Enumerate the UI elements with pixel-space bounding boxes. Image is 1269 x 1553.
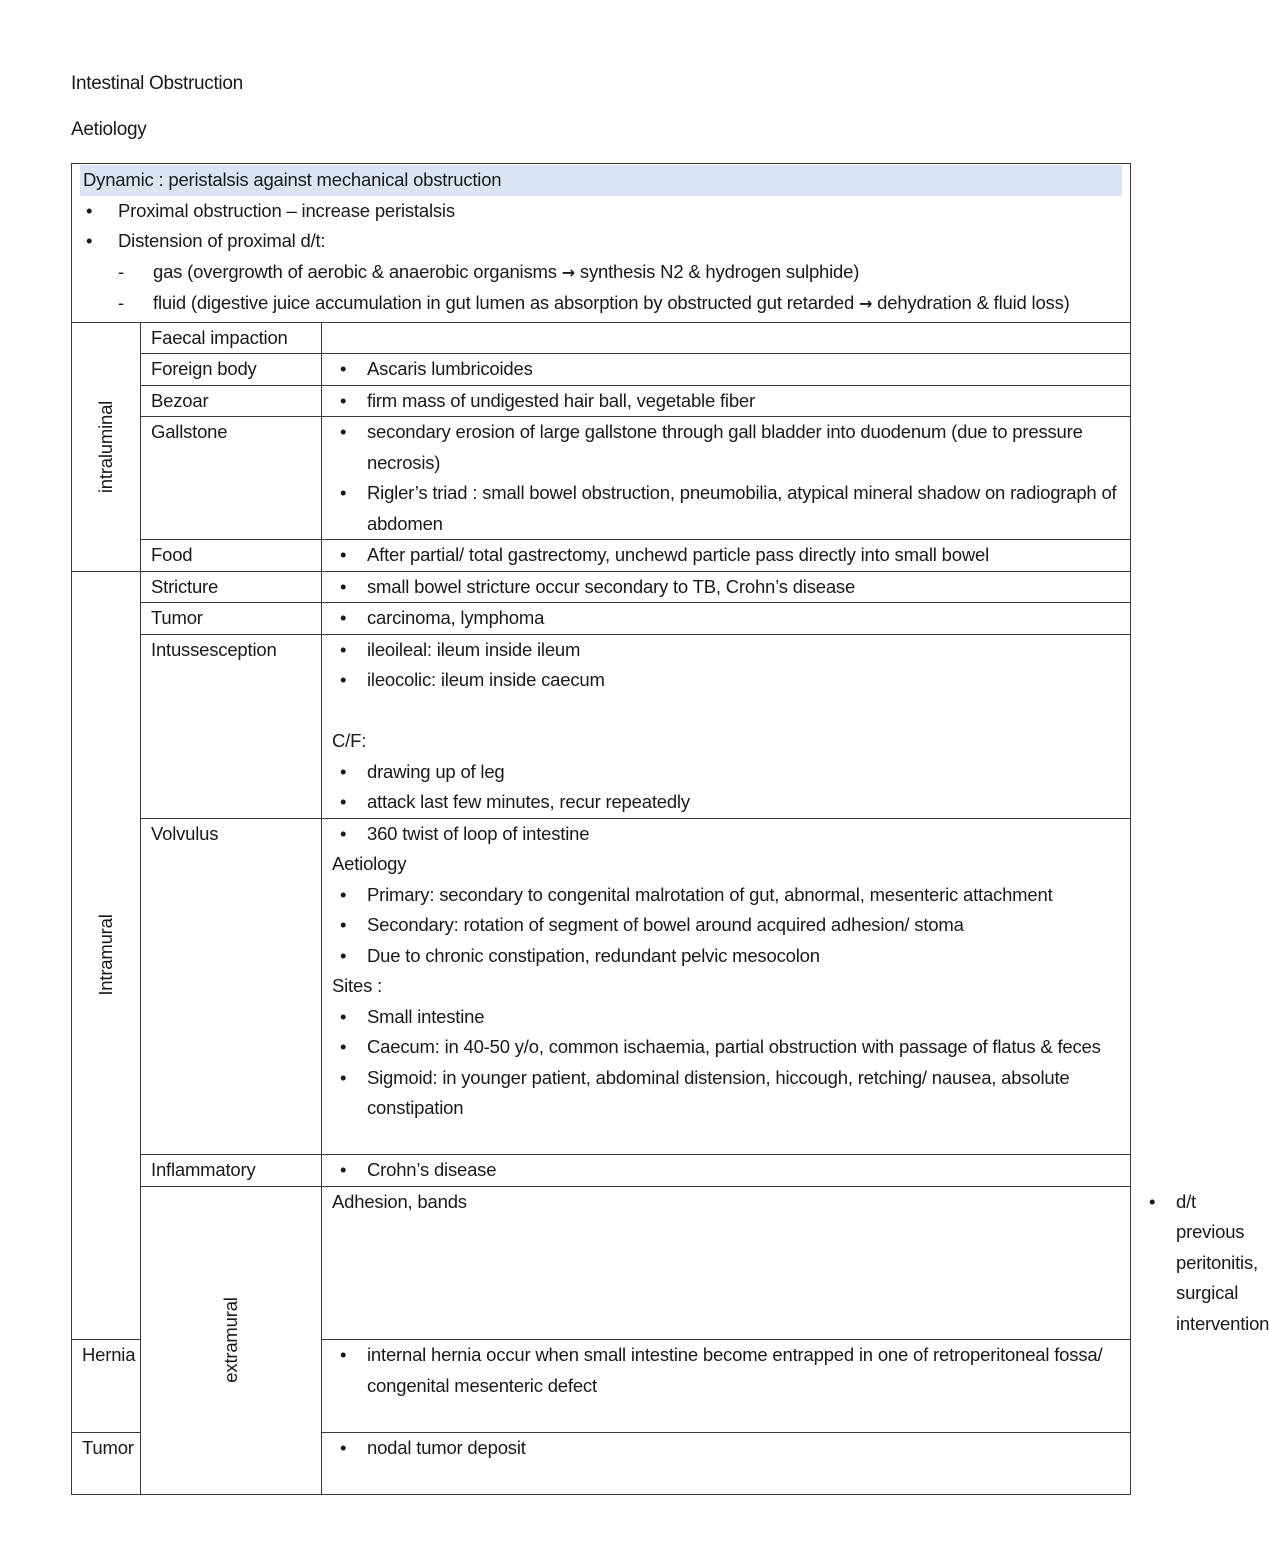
subheading: Aetiology (332, 853, 407, 874)
group-intraluminal (72, 322, 141, 571)
list-item: • Rigler’s triad : small bowel obstruction, pneumobilia, atypical mineral shadow on radiograph of abdomen (332, 478, 1120, 539)
table-row (72, 540, 1131, 572)
list-item: • Small intestine (332, 1002, 1120, 1033)
cause-desc (322, 818, 1131, 1155)
arrow-right-icon: → (561, 262, 575, 282)
list-item: • nodal tumor deposit (332, 1433, 1120, 1464)
cause-desc (322, 634, 1131, 818)
table-row (72, 571, 1131, 603)
group-intramural (72, 571, 141, 1340)
arrow-right-icon: → (858, 294, 873, 313)
cause-desc (322, 1155, 1131, 1187)
list-item: • ileoileal: ileum inside ileum (332, 635, 1120, 666)
cause-name: Foreign body (141, 354, 322, 386)
list-item: - fluid (digestive juice accumulation in gut lumen as absorption by obstructed gut retarded → dehydration & fluid loss) (80, 288, 1122, 320)
cause-desc (322, 354, 1131, 386)
cause-name: Tumor (72, 1432, 141, 1494)
group-label: Intramural (94, 914, 116, 996)
list-item: • Proximal obstruction – increase peristalsis (80, 196, 1122, 227)
cause-desc (322, 571, 1131, 603)
list-item: • Crohn’s disease (332, 1155, 1120, 1186)
cause-name: Gallstone (141, 417, 322, 540)
list-item: • small bowel stricture occur secondary to TB, Crohn’s disease (332, 572, 1120, 603)
list-item: • Secondary: rotation of segment of bowel around acquired adhesion/ stoma (332, 910, 1120, 941)
table-row (72, 417, 1131, 540)
spacer (332, 1463, 1120, 1494)
cause-desc (322, 603, 1131, 635)
cause-name: Hernia (72, 1340, 141, 1433)
spacer (332, 1401, 1120, 1432)
list-item: • drawing up of leg (332, 757, 1120, 788)
cause-desc (322, 1432, 1131, 1494)
table-row (72, 385, 1131, 417)
dynamic-heading: Dynamic : peristalsis against mechanical obstruction (80, 165, 1122, 196)
table-row (72, 603, 1131, 635)
section-title: Aetiology (71, 119, 147, 140)
table-row (72, 1186, 1131, 1340)
cause-name: Adhesion, bands (322, 1186, 1131, 1340)
spacer (332, 1124, 1120, 1155)
list-item: • internal hernia occur when small intestine become entrapped in one of retroperitoneal fossa/ congenital mesenteric defect (332, 1340, 1120, 1401)
list-item: • Caecum: in 40-50 y/o, common ischaemia, partial obstruction with passage of flatus & feces (332, 1032, 1120, 1063)
list-item: • d/t previous peritonitis, surgical intervention (1141, 1187, 1176, 1340)
table-row (72, 1155, 1131, 1187)
cause-name: Intussesception (141, 634, 322, 818)
cause-name: Inflammatory (141, 1155, 322, 1187)
cause-desc (322, 540, 1131, 572)
cause-desc (322, 385, 1131, 417)
list-item: • Ascaris lumbricoides (332, 354, 1120, 385)
list-item: • Distension of proximal d/t: (80, 226, 1122, 257)
list-item: • ileocolic: ileum inside caecum (332, 665, 1120, 696)
cause-name: Faecal impaction (141, 322, 322, 354)
group-label: intraluminal (94, 400, 116, 493)
table-row (72, 322, 1131, 354)
cause-desc (322, 417, 1131, 540)
list-item: • firm mass of undigested hair ball, vegetable fiber (332, 386, 1120, 417)
subheading: C/F: (332, 730, 367, 751)
list-item: • Primary: secondary to congenital malrotation of gut, abnormal, mesenteric attachment (332, 880, 1120, 911)
cause-name: Food (141, 540, 322, 572)
cause-name: Volvulus (141, 818, 322, 1155)
list-item: • attack last few minutes, recur repeatedly (332, 787, 1120, 818)
dynamic-cell (72, 164, 1131, 323)
group-label: extramural (219, 1297, 241, 1383)
group-extramural (141, 1186, 322, 1494)
spacer (332, 696, 1120, 727)
distension-list (80, 257, 1122, 320)
list-item: • 360 twist of loop of intestine (332, 819, 1120, 850)
subheading: Sites : (332, 975, 383, 996)
cause-desc (322, 1340, 1131, 1433)
cause-desc (322, 322, 1131, 354)
table-row (72, 818, 1131, 1155)
list-item: • Due to chronic constipation, redundant pelvic mesocolon (332, 941, 1120, 972)
aetiology-table (71, 163, 1269, 1495)
table-row (72, 634, 1131, 818)
list-item: • secondary erosion of large gallstone through gall bladder into duodenum (due to pressure necrosis) (332, 417, 1120, 478)
list-item: • After partial/ total gastrectomy, unchewd particle pass directly into small bowel (332, 540, 1120, 571)
list-item: • Sigmoid: in younger patient, abdominal distension, hiccough, retching/ nausea, absolute constipation (332, 1063, 1120, 1124)
table-row (72, 354, 1131, 386)
list-item: - gas (overgrowth of aerobic & anaerobic organisms → synthesis N2 & hydrogen sulphide) (80, 257, 1122, 289)
page-title: Intestinal Obstruction (71, 73, 243, 94)
cause-name: Tumor (141, 603, 322, 635)
cause-name: Stricture (141, 571, 322, 603)
list-item: • carcinoma, lymphoma (332, 603, 1120, 634)
dynamic-list (80, 196, 1122, 257)
cause-name: Bezoar (141, 385, 322, 417)
dynamic-row (72, 164, 1131, 323)
